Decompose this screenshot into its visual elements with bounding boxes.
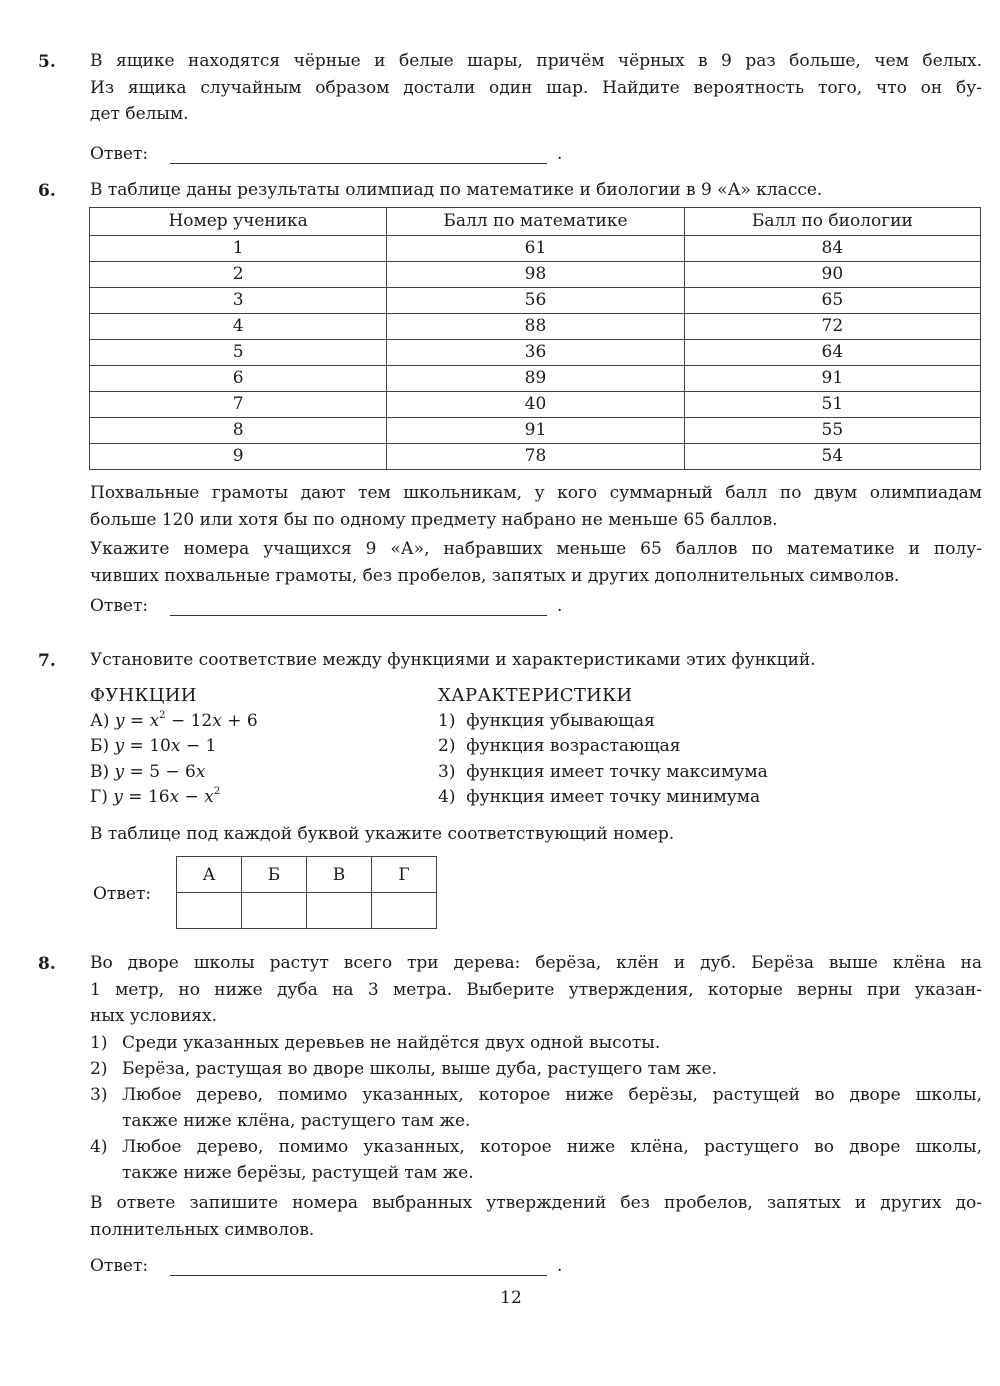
task-8-instruction: [90, 1190, 982, 1243]
answer-label: Ответ:: [90, 144, 149, 164]
table-row: [90, 288, 981, 314]
characteristics-column: [438, 683, 768, 811]
characteristics-header: ХАРАКТЕРИСТИКИ: [438, 685, 633, 706]
grid-letter-v: В: [307, 857, 372, 893]
task-5-number: 5.: [38, 52, 56, 72]
statement-option-4: [90, 1134, 982, 1186]
student-number: 7: [90, 392, 387, 418]
biology-score: 84: [684, 236, 980, 262]
task-5-answer-field[interactable]: [170, 145, 547, 164]
option-text: Среди указанных деревьев не найдётся двух одной высоты.: [122, 1033, 661, 1053]
table-row: [90, 444, 981, 470]
functions-header: ФУНКЦИИ: [90, 685, 197, 706]
student-number: 9: [90, 444, 387, 470]
math-score: 36: [387, 340, 684, 366]
answer-label: Ответ:: [93, 884, 152, 904]
grid-answer-cell-b[interactable]: [242, 893, 307, 929]
table-row: [90, 262, 981, 288]
characteristic-item: 3) функция имеет точку максимума: [438, 761, 768, 782]
student-number: 8: [90, 418, 387, 444]
grid-answer-cell-g[interactable]: [372, 893, 437, 929]
grid-answer-cell-v[interactable]: [307, 893, 372, 929]
biology-score: 51: [684, 392, 980, 418]
task-7-number: 7.: [38, 651, 56, 671]
option-text: также ниже берёзы, растущей там же.: [122, 1163, 474, 1183]
math-score: 91: [387, 418, 684, 444]
math-score: 61: [387, 236, 684, 262]
biology-score: 91: [684, 366, 980, 392]
task-5-text: [90, 48, 982, 128]
task-7-instruction: [90, 821, 982, 848]
statement-option-1: [90, 1030, 982, 1056]
page-number: 12: [500, 1288, 522, 1308]
award-rule-line: больше 120 или хотя бы по одному предмету набрано не меньше 65 баллов.: [90, 509, 778, 530]
task-6-intro-text: В таблице даны результаты олимпиад по математике и биологии в 9 «А» классе.: [90, 180, 823, 200]
function-item-b: Б) y = 10x − 1: [90, 736, 217, 756]
task-6-answer-field[interactable]: [170, 597, 547, 616]
statement-option-3: [90, 1082, 982, 1134]
answer-label: Ответ:: [90, 596, 149, 616]
characteristic-item: 4) функция имеет точку минимума: [438, 787, 761, 807]
option-marker: 3): [90, 1085, 108, 1105]
math-score: 88: [387, 314, 684, 340]
table-header-row: [90, 208, 981, 236]
task-5-answer: [90, 140, 562, 164]
question-line: чивших похвальные грамоты, без пробелов, запятых и других дополнительных символов.: [90, 565, 900, 586]
task-7-answer-grid: [176, 856, 437, 929]
student-number: 5: [90, 340, 387, 366]
header-biology-score: Балл по биологии: [684, 208, 980, 236]
option-text: также ниже клёна, растущего там же.: [122, 1111, 471, 1131]
biology-score: 54: [684, 444, 980, 470]
task-6-intro: [90, 177, 982, 204]
task-5-line: дет белым.: [90, 104, 189, 124]
table-row: [90, 314, 981, 340]
task-6-award-rule: [90, 480, 982, 533]
function-item-a: А) $y = x^2 - 12x + 6$: [90, 709, 258, 731]
task-7-instruction-text: В таблице под каждой буквой укажите соответствующий номер.: [90, 824, 675, 844]
functions-column: [90, 683, 258, 811]
math-score: 89: [387, 366, 684, 392]
function-item-v: В) y = 5 − 6x: [90, 761, 206, 782]
task-6-number: 6.: [38, 181, 56, 201]
biology-score: 64: [684, 340, 980, 366]
task-7-intro: [90, 647, 982, 674]
grid-answer-cell-a[interactable]: [177, 893, 242, 929]
grid-letter-g: Г: [372, 857, 437, 893]
task-8-line: 1 метр, но ниже дуба на 3 метра. Выберите утверждения, которые верны при указан-: [90, 979, 982, 1000]
biology-score: 72: [684, 314, 980, 340]
option-marker: 4): [90, 1137, 108, 1157]
math-score: 78: [387, 444, 684, 470]
task-6-question: [90, 536, 982, 589]
award-rule-line: Похвальные грамоты дают тем школьникам, у кого суммарный балл по двум олимпиадам: [90, 483, 982, 503]
option-text: Любое дерево, помимо указанных, которое ниже берёзы, растущей во дворе школы,: [122, 1085, 982, 1105]
math-score: 56: [387, 288, 684, 314]
student-number: 4: [90, 314, 387, 340]
math-score: 40: [387, 392, 684, 418]
task-7-intro-text: Установите соответствие между функциями и характеристиками этих функций.: [90, 650, 816, 670]
option-text: Берёза, растущая во дворе школы, выше дуба, растущего там же.: [122, 1059, 717, 1079]
olympiad-results-table: [89, 207, 981, 470]
table-row: [90, 340, 981, 366]
header-student-number: Номер ученика: [90, 208, 387, 236]
student-number: 6: [90, 366, 387, 392]
student-number: 3: [90, 288, 387, 314]
task-8-answer-field[interactable]: [170, 1257, 547, 1276]
characteristic-item: 2) функция возрастающая: [438, 736, 681, 756]
math-score: 98: [387, 262, 684, 288]
grid-letter-a: А: [177, 857, 242, 893]
question-line: Укажите номера учащихся 9 «А», набравших меньше 65 баллов по математике и полу-: [90, 539, 982, 559]
table-row: [90, 392, 981, 418]
function-item-g: Г) $y = 16x - x^2$: [90, 786, 221, 807]
answer-dot: .: [557, 144, 563, 164]
option-marker: 1): [90, 1033, 108, 1053]
student-number: 1: [90, 236, 387, 262]
task-8-line: Во дворе школы растут всего три дерева: берёза, клён и дуб. Берёза выше клёна на: [90, 953, 982, 973]
task-5-line: Из ящика случайным образом достали один шар. Найдите вероятность того, что он бу-: [90, 77, 982, 98]
table-row: [90, 236, 981, 262]
instruction-line: В ответе запишите номера выбранных утверждений без пробелов, запятых и других до-: [90, 1193, 982, 1213]
instruction-line: полнительных символов.: [90, 1219, 315, 1240]
table-row: [90, 366, 981, 392]
task-8-line: ных условиях.: [90, 1006, 218, 1026]
answer-dot: .: [557, 596, 563, 616]
task-6-answer: [90, 592, 562, 616]
task-8-answer: [90, 1252, 562, 1276]
student-number: 2: [90, 262, 387, 288]
option-text: Любое дерево, помимо указанных, которое ниже клёна, растущего во дворе школы,: [122, 1137, 982, 1157]
biology-score: 55: [684, 418, 980, 444]
answer-label: Ответ:: [90, 1256, 149, 1276]
answer-dot: .: [557, 1256, 563, 1276]
biology-score: 90: [684, 262, 980, 288]
task-5-line: В ящике находятся чёрные и белые шары, причём чёрных в 9 раз больше, чем белых.: [90, 51, 982, 71]
option-marker: 2): [90, 1059, 108, 1079]
biology-score: 65: [684, 288, 980, 314]
table-row: [90, 418, 981, 444]
grid-letter-b: Б: [242, 857, 307, 893]
statement-option-2: [90, 1056, 982, 1082]
characteristic-item: 1) функция убывающая: [438, 710, 655, 731]
task-8-text: [90, 950, 982, 1030]
task-8-number: 8.: [38, 954, 56, 974]
header-math-score: Балл по математике: [387, 208, 684, 236]
